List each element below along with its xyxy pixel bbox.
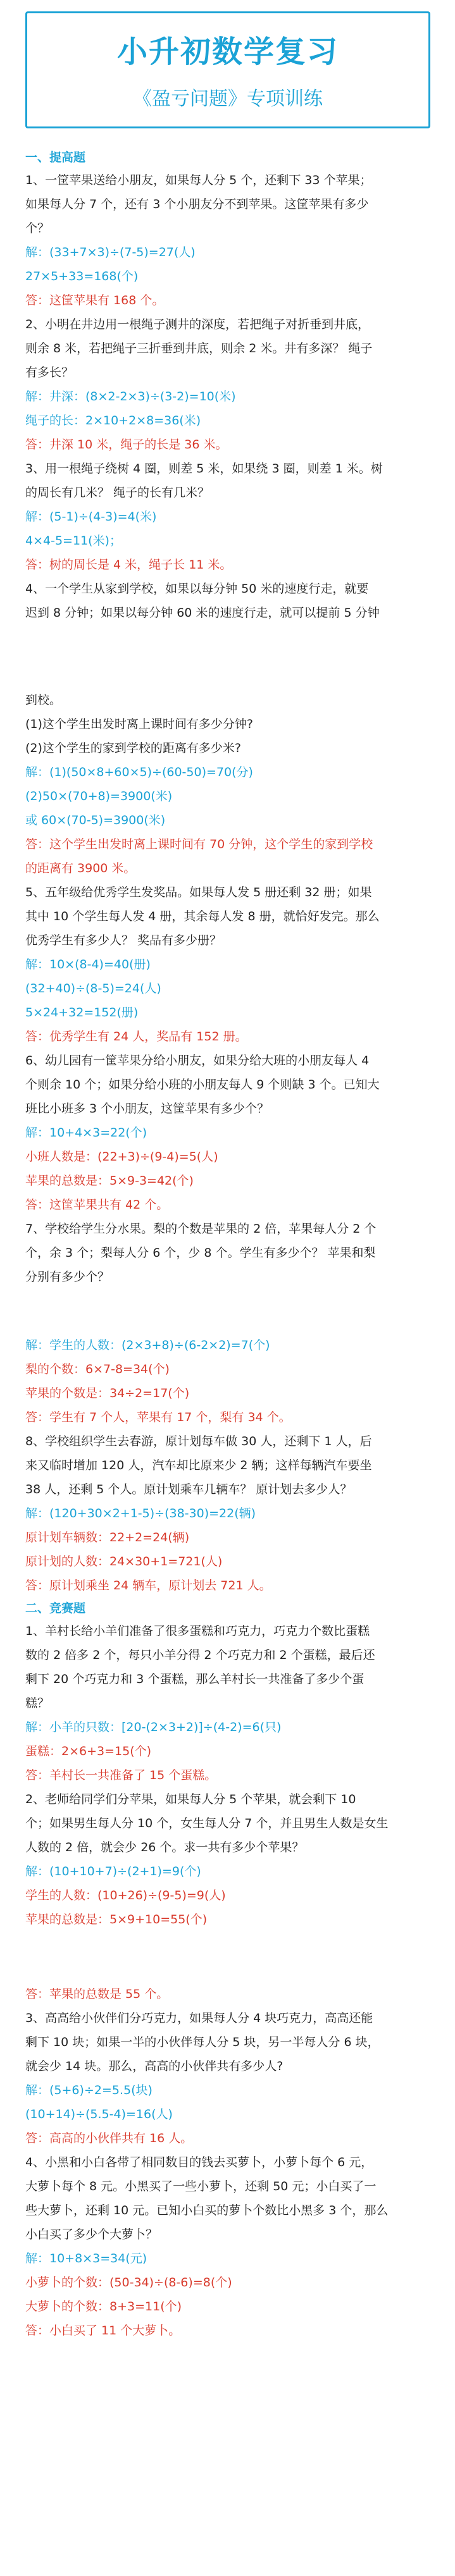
solution-line: 5×24+32=152(册)	[25, 1006, 139, 1020]
solution-line: 苹果的总数是：5×9+10=55(个)	[25, 1913, 208, 1926]
solution-line: 解：(33+7×3)÷(7-5)=27(人)	[25, 245, 196, 259]
answer-line: 答：高高的小伙伴共有 16 人。	[25, 2131, 193, 2145]
title-box	[25, 11, 430, 128]
solution-line: 27×5+33=168(个)	[25, 269, 139, 283]
question-line: 优秀学生有多少人？ 奖品有多少册？	[25, 934, 222, 947]
section-heading-advanced: 一、提高题	[25, 151, 86, 164]
answer-line: 答：学生有 7 个人，苹果有 17 个，梨有 34 个。	[25, 1410, 291, 1424]
question-line: 些大萝卜，还剩 10 元。已知小白买的萝卜个数比小黑多 3 个，那么	[25, 2203, 389, 2217]
question-line: 迟到 8 分钟；如果以每分钟 60 米的速度行走，就可以提前 5 分钟	[25, 606, 380, 620]
solution-line: 解：(1)(50×8+60×5)÷(60-50)=70(分)	[25, 765, 253, 779]
solution-line: 解：10×(8-4)=40(册)	[25, 958, 151, 971]
solution-line: 原计划的人数：24×30+1=721(人)	[25, 1555, 223, 1568]
solution-line: 苹果的总数是：5×9-3=42(个)	[25, 1174, 194, 1188]
solution-line: 解：小羊的只数：[20-(2×3+2)]÷(4-2)=6(只)	[25, 1720, 282, 1734]
page-subtitle: 《盈亏问题》专项训练	[133, 88, 323, 110]
section-heading-competition: 二、竞赛题	[25, 1601, 86, 1615]
question-line: 人数的 2 倍，就会少 26 个。求一共有多少个苹果？	[25, 1840, 304, 1854]
question-line: 6、幼儿园有一筐苹果分给小朋友，如果分给大班的小朋友每人 4	[25, 1054, 370, 1068]
question-line: 数的 2 倍多 2 个，每只小羊分得 2 个巧克力和 2 个蛋糕，最后还	[25, 1648, 375, 1662]
solution-line: 原计划车辆数：22+2=24(辆)	[25, 1531, 190, 1544]
solution-line: 小萝卜的个数：(50-34)÷(8-6)=8(个)	[25, 2276, 232, 2289]
blank-gap	[25, 625, 430, 688]
question-line: 38 人，还剩 5 个人。原计划乘车几辆车？ 原计划去多少人？	[25, 1482, 352, 1496]
answer-line: 答：这筐苹果有 168 个。	[25, 293, 165, 307]
solution-line: 小班人数是：(22+3)÷(9-4)=5(人)	[25, 1150, 218, 1164]
question-line: 2、小明在井边用一根绳子测井的深度，若把绳子对折垂到井底，	[25, 317, 370, 331]
solution-line: 4×4-5=11(米)；	[25, 534, 122, 548]
question-line: 大萝卜每个 8 元。小黑买了一些小萝卜，还剩 50 元；小白买了一	[25, 2179, 377, 2193]
question-line: 个，余 3 个；梨每人分 6 个，少 8 个。学生有多少个？ 苹果和梨	[25, 1246, 376, 1260]
answer-line: 答：树的周长是 4 米，绳子长 11 米。	[25, 558, 232, 572]
page-title: 小升初数学复习	[116, 34, 339, 70]
question-line: 个；如果男生每人分 10 个，女生每人分 7 个，并且男生人数是女生	[25, 1816, 389, 1830]
answer-line: 答：小白买了 11 个大萝卜。	[25, 2324, 181, 2338]
solution-line: 解：井深：(8×2-2×3)÷(3-2)=10(米)	[25, 390, 236, 404]
answer-line: 答：优秀学生有 24 人，奖品有 152 册。	[25, 1030, 247, 1044]
question-line: 到校。	[25, 693, 62, 707]
solution-line: 解：(5+6)÷2=5.5(块)	[25, 2083, 153, 2097]
blank-gap	[25, 1289, 430, 1333]
solution-line: 解：(120+30×2+1-5)÷(38-30)=22(辆)	[25, 1507, 256, 1520]
question-line: 2、老师给同学们分苹果，如果每人分 5 个苹果，就会剩下 10	[25, 1792, 356, 1806]
question-line: 4、一个学生从家到学校，如果以每分钟 50 米的速度行走，就要	[25, 582, 369, 596]
question-line: 就会少 14 块。那么，高高的小伙伴共有多少人?	[25, 2059, 284, 2073]
solution-line: 大萝卜的个数：8+3=11(个)	[25, 2300, 182, 2314]
question-line: 分别有多少个？	[25, 1270, 110, 1284]
question-line: 如果每人分 7 个，还有 3 个小朋友分不到苹果。这筐苹果有多少	[25, 197, 369, 211]
answer-line: 答：苹果的总数是 55 个。	[25, 1987, 169, 2001]
question-line: 来又临时增加 120 人，汽车却比原来少 2 辆；这样每辆汽车要坐	[25, 1458, 372, 1472]
solution-line: 解：(10+10+7)÷(2+1)=9(个)	[25, 1864, 201, 1878]
solution-line: (2)50×(70+8)=3900(米)	[25, 789, 173, 803]
question-line: (2)这个学生的家到学校的距离有多少米?	[25, 741, 241, 755]
answer-line: 答：原计划乘坐 24 辆车，原计划去 721 人。	[25, 1579, 271, 1593]
question-line: 的周长有几米？ 绳子的长有几米？	[25, 486, 210, 500]
question-line: 则余 8 米，若把绳子三折垂到井底，则余 2 米。井有多深？ 绳子	[25, 342, 373, 355]
solution-line: 解：10+8×3=34(元)	[25, 2252, 147, 2265]
solution-line: 苹果的个数是：34÷2=17(个)	[25, 1386, 190, 1400]
answer-line: 的距离有 3900 米。	[25, 861, 136, 875]
answer-line: 答：这个学生出发时离上课时间有 70 分钟，这个学生的家到学校	[25, 837, 373, 851]
solution-line: 解：学生的人数：(2×3+8)÷(6-2×2)=7(个)	[25, 1338, 270, 1352]
question-line: 剩下 20 个巧克力和 3 个蛋糕，那么羊村长一共准备了多少个蛋	[25, 1672, 365, 1686]
question-line: 3、高高给小伙伴们分巧克力，如果每人分 4 块巧克力，高高还能	[25, 2011, 373, 2025]
question-line: 小白买了多少个大萝卜？	[25, 2228, 158, 2241]
solution-line: 蛋糕：2×6+3=15(个)	[25, 1744, 152, 1758]
question-line: (1)这个学生出发时离上课时间有多少分钟?	[25, 717, 253, 731]
document-body	[25, 147, 430, 2343]
question-line: 4、小黑和小白各带了相同数目的钱去买萝卜，小萝卜每个 6 元，	[25, 2155, 373, 2169]
solution-line: 学生的人数：(10+26)÷(9-5)=9(人)	[25, 1889, 226, 1902]
question-line: 其中 10 个学生每人发 4 册，其余每人发 8 册，就恰好发完。那么	[25, 909, 380, 923]
solution-line: (32+40)÷(8-5)=24(人)	[25, 982, 161, 995]
answer-line: 答：井深 10 米，绳子的长是 36 米。	[25, 438, 228, 452]
question-line: 1、羊村长给小羊们准备了很多蛋糕和巧克力，巧克力个数比蛋糕	[25, 1624, 370, 1638]
question-line: 有多长？	[25, 366, 74, 379]
question-line: 班比小班多 3 个小朋友，这筐苹果有多少个？	[25, 1102, 270, 1116]
question-line: 剩下 10 块；如果一半的小伙伴每人分 5 块，另一半每人分 6 块，	[25, 2035, 380, 2049]
solution-line: 梨的个数：6×7-8=34(个)	[25, 1362, 170, 1376]
question-line: 糕？	[25, 1696, 50, 1710]
question-line: 8、学校组织学生去春游，原计划每车做 30 人，还剩下 1 人，后	[25, 1434, 372, 1448]
question-line: 5、五年级给优秀学生发奖品。如果每人发 5 册还剩 32 册；如果	[25, 885, 372, 899]
solution-line: 或 60×(70-5)=3900(米)	[25, 813, 166, 827]
blank-gap	[25, 1932, 430, 1982]
solution-line: 解：(5-1)÷(4-3)=4(米)	[25, 510, 157, 524]
solution-line: 绳子的长：2×10+2×8=36(米)	[25, 414, 201, 428]
question-line: 个则余 10 个；如果分给小班的小朋友每人 9 个则缺 3 个。已知大	[25, 1078, 380, 1092]
solution-line: (10+14)÷(5.5-4)=16(人)	[25, 2107, 173, 2121]
question-line: 个？	[25, 221, 50, 235]
answer-line: 答：这筐苹果共有 42 个。	[25, 1198, 169, 1212]
question-line: 7、学校给学生分水果。梨的个数是苹果的 2 倍，苹果每人分 2 个	[25, 1222, 377, 1236]
answer-line: 答：羊村长一共准备了 15 个蛋糕。	[25, 1768, 217, 1782]
question-line: 1、一筐苹果送给小朋友，如果每人分 5 个，还剩下 33 个苹果；	[25, 173, 372, 187]
question-line: 3、用一根绳子绕树 4 圈，则差 5 米，如果绕 3 圈，则差 1 米。树	[25, 462, 383, 476]
solution-line: 解：10+4×3=22(个)	[25, 1126, 147, 1140]
